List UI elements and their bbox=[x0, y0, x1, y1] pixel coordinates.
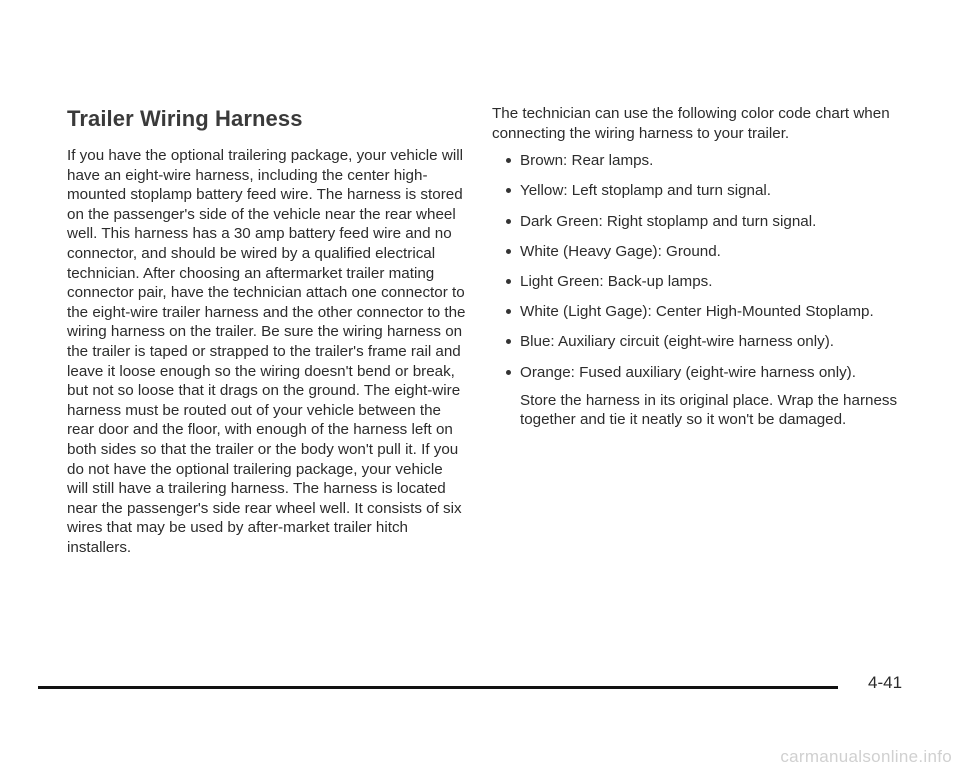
list-item bbox=[492, 272, 932, 292]
color-code-list bbox=[492, 151, 932, 382]
bullet-icon bbox=[506, 249, 511, 254]
list-item bbox=[492, 212, 932, 232]
list-item-text: Orange: Fused auxiliary (eight-wire harness only). bbox=[520, 363, 856, 381]
bullet-icon bbox=[506, 279, 511, 284]
store-harness-note: Store the harness in its original place. Wrap the harness together and tie it neatly so it won't be damaged. bbox=[520, 391, 898, 429]
list-item-text: White (Light Gage): Center High-Mounted Stoplamp. bbox=[520, 303, 874, 321]
left-column bbox=[67, 106, 467, 557]
bullet-icon bbox=[506, 309, 511, 314]
list-item-text: Light Green: Back-up lamps. bbox=[520, 272, 713, 290]
harness-description-paragraph: If you have the optional trailering package, your vehicle will have an eight-wire harness, including the center high-mounted stoplamp battery feed wire. The harness is stored on the passenger's side of the vehicle near the rear wheel well. This harness has a 30 amp battery feed wire and no connector, and should be wired by a qualified electrical technician. After choosing an aftermarket trailer mating connector pair, have the technician attach one connector to the eight-wire trailer harness and the other connector to the wiring harness on the trailer. Be sure the wiring harness on the trailer is taped or strapped to the trailer's frame rail and leave it loose enough so the wiring doesn't bend or break, but not so loose that it drags on the ground. The eight-wire harness must be routed out of your vehicle between the rear door and the floor, with enough of the harness left on both sides so that the trailer or the body won't pull it. If you do not have the optional trailering package, your vehicle will still have a trailering harness. The harness is located near the passenger's side rear wheel well. It consists of six wires that may be used by after-market trailer hitch installers. bbox=[67, 147, 466, 556]
list-item-text: Blue: Auxiliary circuit (eight-wire harness only). bbox=[520, 333, 834, 351]
color-code-intro: The technician can use the following color code chart when connecting the wiring harness to your trailer. bbox=[492, 105, 890, 142]
list-item-text: White (Heavy Gage): Ground. bbox=[520, 242, 721, 260]
bullet-icon bbox=[506, 339, 511, 344]
list-item bbox=[492, 242, 932, 262]
list-item-text: Yellow: Left stoplamp and turn signal. bbox=[520, 182, 772, 200]
bullet-icon bbox=[506, 188, 511, 193]
bullet-icon bbox=[506, 158, 511, 163]
bullet-icon bbox=[506, 370, 511, 375]
watermark: carmanualsonline.info bbox=[780, 747, 952, 766]
bullet-icon bbox=[506, 219, 511, 224]
footer-rule bbox=[38, 686, 838, 689]
list-item-text: Brown: Rear lamps. bbox=[520, 152, 654, 170]
section-heading: Trailer Wiring Harness bbox=[67, 106, 303, 131]
list-item bbox=[492, 151, 932, 171]
list-item bbox=[492, 181, 932, 201]
list-item bbox=[492, 332, 932, 352]
list-item-text: Dark Green: Right stoplamp and turn signal. bbox=[520, 212, 817, 230]
list-item bbox=[492, 302, 932, 322]
right-column bbox=[492, 104, 932, 430]
page-number: 4-41 bbox=[868, 673, 903, 692]
list-item bbox=[492, 363, 932, 383]
